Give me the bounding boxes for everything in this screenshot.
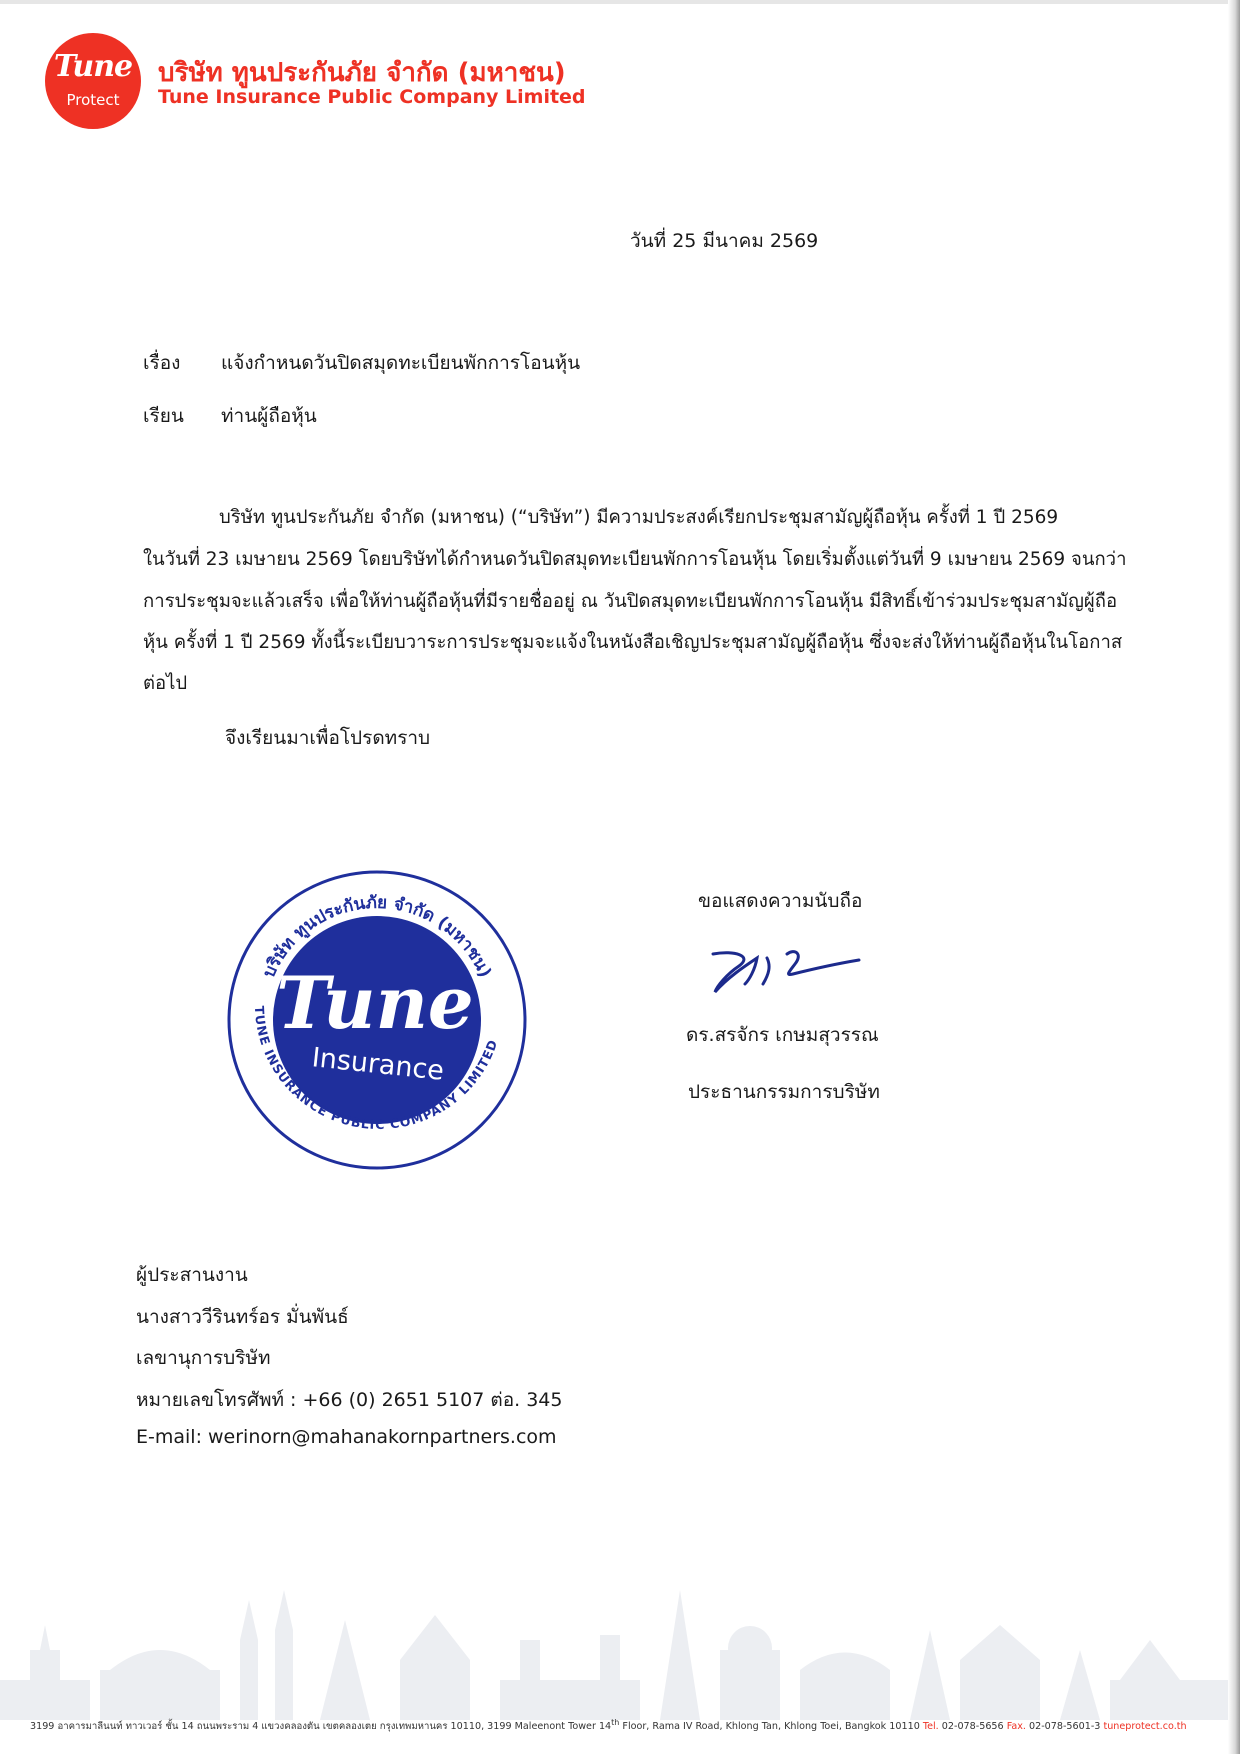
footer-tel: 02-078-5656 — [938, 1721, 1007, 1733]
signer-title: ประธานกรรมการบริษัท — [688, 1081, 880, 1103]
body-line: บริษัท ทูนประกันภัย จำกัด (มหาชน) (“บริษัท”) มีความประสงค์เรียกประชุมสามัญผู้ถือหุ้น ครั้งที่ 1 ปี 2569 — [219, 507, 1059, 528]
body-line: ในวันที่ 23 เมษายน 2569 โดยบริษัทได้กำหนดวันปิดสมุดทะเบียนพักการโอนหุ้น โดยเริ่มตั้งแต่วันที่ 9 เมษายน 2569 จนกว่า — [143, 549, 1127, 570]
seal-center-word: Tune — [276, 960, 474, 1045]
footer-fax: 02-078-5601-3 — [1025, 1721, 1104, 1733]
footer-address-tail: Floor, Rama IV Road, Khlong Tan, Khlong Toei, Bangkok 10110 — [619, 1721, 923, 1733]
city-skyline-illustration — [0, 1530, 1228, 1720]
tune-protect-logo — [45, 33, 141, 129]
logo-sub: Protect — [66, 91, 120, 109]
recipient-text: ท่านผู้ถือหุ้น — [221, 405, 317, 427]
scan-edge-top — [0, 0, 1240, 4]
subject-label: เรื่อง — [143, 352, 181, 374]
company-seal — [225, 868, 530, 1173]
closing-line: จึงเรียนมาเพื่อโปรดทราบ — [225, 727, 431, 749]
coordinator-position: เลขานุการบริษัท — [136, 1347, 271, 1369]
letter-date: วันที่ 25 มีนาคม 2569 — [630, 230, 819, 252]
footer-website-link[interactable]: tuneprotect.co.th — [1103, 1721, 1187, 1733]
company-name-th: บริษัท ทูนประกันภัย จำกัด (มหาชน) — [158, 58, 566, 88]
signer-name: ดร.สรจักร เกษมสุวรรณ — [686, 1024, 879, 1046]
seal-ring-text-th: บริษัท ทูนประกันภัย จำกัด (มหาชน) — [259, 892, 495, 981]
subject-text: แจ้งกำหนดวันปิดสมุดทะเบียนพักการโอนหุ้น — [221, 352, 581, 374]
seal-center-sub: Insurance — [310, 1042, 446, 1087]
footer-address-sup: th — [611, 1718, 620, 1727]
body-line: การประชุมจะแล้วเสร็จ เพื่อให้ท่านผู้ถือหุ้นที่มีรายชื่ออยู่ ณ วันปิดสมุดทะเบียนพักการโอนหุ้น มีสิทธิ์เข้าร่วมประชุมสามัญผู้ถือ — [143, 591, 1118, 612]
coordinator-phone: หมายเลขโทรศัพท์ : +66 (0) 2651 5107 ต่อ. 345 — [136, 1389, 563, 1411]
logo-word: Tune — [53, 49, 133, 84]
body-line: ต่อไป — [143, 673, 188, 694]
footer-address — [30, 1718, 1187, 1734]
regards-text: ขอแสดงความนับถือ — [698, 890, 863, 912]
coordinator-label: ผู้ประสานงาน — [136, 1264, 248, 1286]
seal-ring-text-en: TUNE INSURANCE PUBLIC COMPANY LIMITED — [251, 1005, 501, 1133]
coordinator-name: นางสาววีรินทร์อร มั่นพันธ์ — [136, 1306, 349, 1328]
coordinator-email: E-mail: werinorn@mahanakornpartners.com — [136, 1426, 557, 1448]
recipient-label: เรียน — [143, 405, 184, 427]
body-line: หุ้น ครั้งที่ 1 ปี 2569 ทั้งนี้ระเบียบวาระการประชุมจะแจ้งในหนังสือเชิญประชุมสามัญผู้ถือหุ้น ซึ่งจะส่งให้ท่านผู้ถือหุ้นในโอกาส — [143, 632, 1123, 653]
footer-address-text: 3199 อาคารมาลีนนท์ ทาวเวอร์ ชั้น 14 ถนนพระราม 4 แขวงคลองตัน เขตคลองเตย กรุงเทพมหานคร 10110, 3199 Maleenont Tower 14 — [30, 1721, 612, 1733]
footer-tel-label: Tel. — [922, 1721, 939, 1733]
company-name-en: Tune Insurance Public Company Limited — [158, 86, 586, 108]
footer-fax-label: Fax. — [1006, 1721, 1026, 1733]
scan-edge-right — [1228, 0, 1240, 1754]
handwritten-signature — [705, 940, 865, 1000]
